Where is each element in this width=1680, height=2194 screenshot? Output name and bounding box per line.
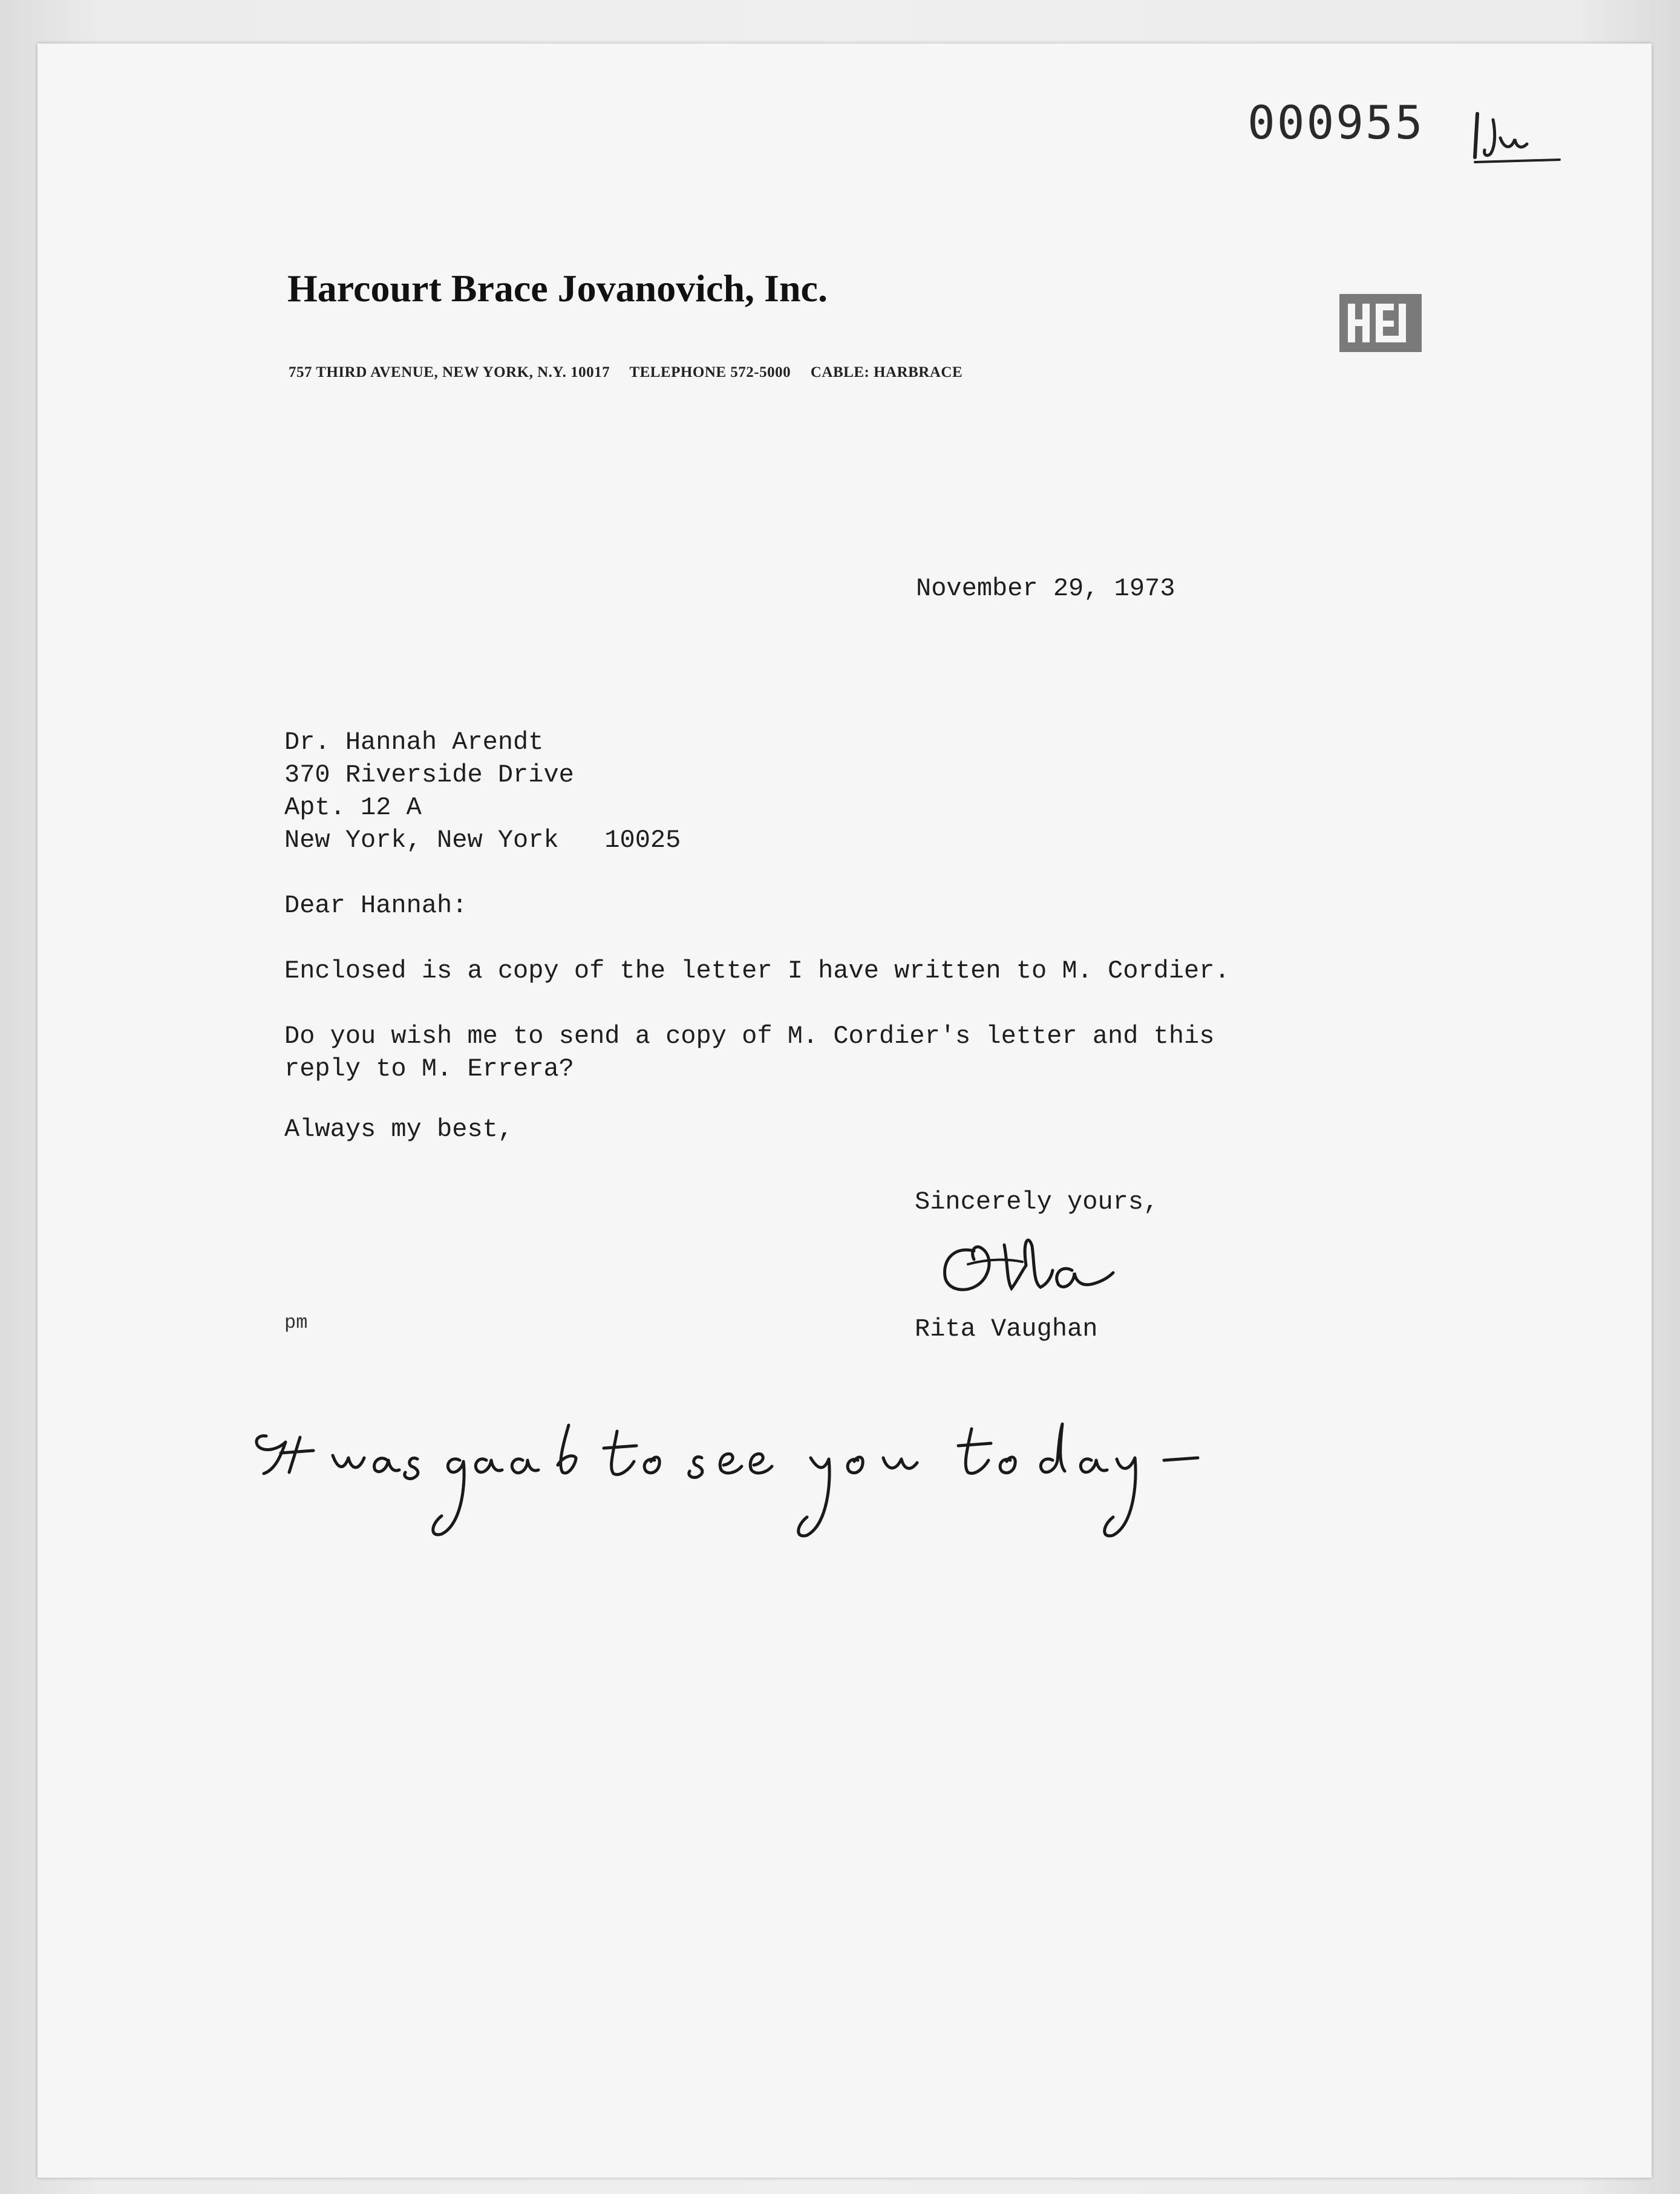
letterhead-contact-line: [289, 364, 978, 381]
signer-name: Rita Vaughan: [915, 1314, 1098, 1343]
hbj-logo: [1339, 294, 1422, 352]
salutation: Dear Hannah:: [284, 891, 468, 920]
closing-line: Always my best,: [284, 1115, 514, 1144]
letterhead-telephone: TELEPHONE 572-5000: [629, 364, 791, 380]
recipient-apartment: Apt. 12 A: [284, 793, 422, 822]
sign-off: Sincerely yours,: [915, 1187, 1159, 1216]
recipient-street: 370 Riverside Drive: [284, 760, 574, 789]
archive-stamp-number: 000955: [1247, 96, 1425, 149]
body-paragraph-2: Do you wish me to send a copy of M. Cordier's letter and this reply to M. Errera?: [284, 1022, 1215, 1083]
handwritten-note: [242, 1397, 1222, 1555]
body-paragraph-1: Enclosed is a copy of the letter I have written to M. Cordier.: [284, 956, 1230, 985]
archive-initials-handwriting: [1469, 102, 1566, 168]
letterhead-company-name: Harcourt Brace Jovanovich, Inc.: [287, 267, 828, 310]
letter-date: November 29, 1973: [916, 574, 1175, 603]
signature: [932, 1228, 1125, 1307]
letterhead-address: 757 THIRD AVENUE, NEW YORK, N.Y. 10017: [289, 364, 610, 380]
recipient-city-line: New York, New York 10025: [284, 826, 681, 855]
letterhead-cable: CABLE: HARBRACE: [810, 364, 963, 380]
typist-initials: pm: [284, 1311, 308, 1334]
recipient-name: Dr. Hannah Arendt: [284, 728, 544, 757]
